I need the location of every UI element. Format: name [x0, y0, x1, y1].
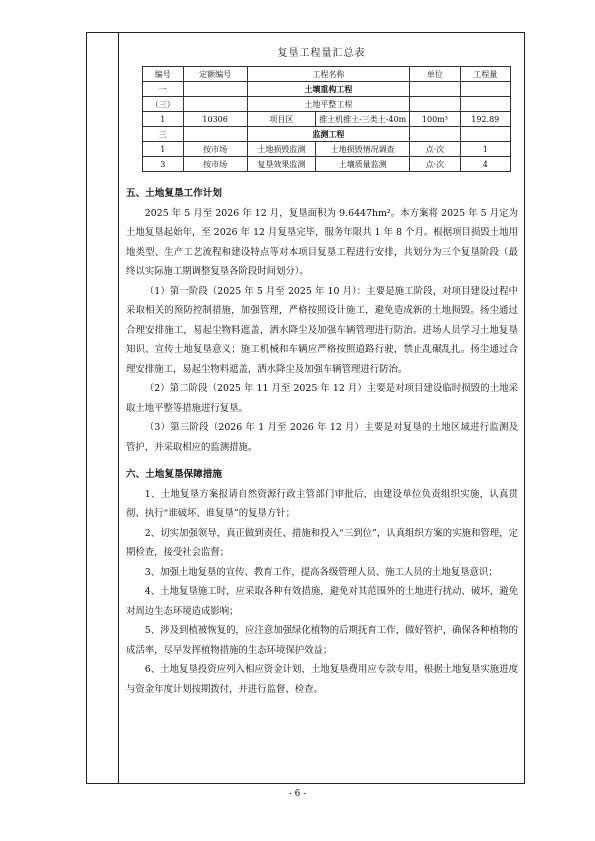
section-5-paragraph-4: （3）第三阶段（2026 年 1 月至 2026 年 12 月）主要是对复垦的土地区域进行监测及管护，并采取相应的监测措施。 — [126, 422, 518, 453]
cell-no: 1 — [143, 112, 184, 127]
header-qty: 工程量 — [460, 67, 510, 82]
cell-qty: 192.89 — [460, 112, 510, 127]
cell-unit — [410, 97, 460, 112]
table-row — [143, 82, 511, 97]
section-6-item: 4、土地复垦施工时，应采取各种有效措施，避免对其范围外的土地进行扰动、破坏，避免对周边生态环境造成影响； — [126, 586, 518, 617]
section-6-item: 5、涉及到植被恢复的，应注意加强绿化植物的后期抚育工作，做好管护，确保各种植物的成活率，尽早发挥植物措施的生态环境保护效益； — [126, 625, 518, 656]
cell-no: 1 — [143, 142, 184, 157]
header-no: 编号 — [143, 67, 184, 82]
cell-code — [183, 82, 247, 97]
cell-qty — [460, 97, 510, 112]
cell-qty — [460, 127, 510, 142]
cell-qty: 4 — [460, 157, 510, 172]
document-body — [126, 184, 518, 699]
section-5-paragraph-1: 2025 年 5 月至 2026 年 12 月，复垦面积为 9.6447hm²。本方案将 2025 年 5 月定为土地复垦起始年，至 2026 年 12 月复垦完毕，服务年限共 1 年 8 个月。根据项目损毁土地用地类型、生产工艺流程和建设特点等对本项目复垦工程进行安排，共划分为三个复垦阶段（最终以实际施工期调整复垦各阶段时间划分）。 — [126, 207, 518, 277]
cell-qty: 1 — [460, 142, 510, 157]
header-unit: 单位 — [410, 67, 460, 82]
cell-unit — [410, 82, 460, 97]
cell-no: 一 — [143, 82, 184, 97]
cell-name: 复垦效果监测 — [247, 157, 315, 172]
cell-unit — [410, 127, 460, 142]
table-header-row — [143, 67, 511, 82]
cell-subname: 推土机推土-三类土-40m — [316, 112, 410, 127]
section-5-paragraph-3: （2）第二阶段（2025 年 11 月至 2025 年 12 月）主要是对项目建设临时损毁的土地采取土地平整等措施进行复垦。 — [126, 383, 518, 414]
cell-qty — [460, 82, 510, 97]
table-row — [143, 157, 511, 172]
table-row — [143, 112, 511, 127]
cell-subname: 土壤质量监测 — [316, 157, 410, 172]
page-number: - 6 - — [288, 789, 307, 799]
cell-unit: 点·次 — [410, 157, 460, 172]
cell-name: 项目区 — [247, 112, 315, 127]
cell-code: 按市场 — [183, 142, 247, 157]
section-6-item: 1、土地复垦方案报请自然资源行政主管部门审批后，由建设单位负责组织实施，认真贯彻、执行“谁破坏、谁复垦”的复垦方针； — [126, 488, 518, 519]
section-5-paragraph-2: （1）第一阶段（2025 年 5 月至 2025 年 10 月）：主要是施工阶段，对项目建设过程中采取相关的预防控制措施，加强管理，严格按照设计施工，避免造成新的土地损毁。扬尘通过合理安排施工，易起尘物料遮盖，洒水降尘及加强车辆管理进行防治。进场人员学习土地复垦知识、宣传土地复垦意义；施工机械和车辆应严格按照道路行驶，禁止乱碾乱扎。扬尘通过合理安排施工，易起尘物料遮盖，洒水降尘及加强车辆管理进行防治。 — [126, 285, 518, 375]
cell-no: （三） — [143, 97, 184, 112]
quantity-summary-table — [142, 66, 511, 172]
table-title: 复垦工程量汇总表 — [277, 48, 366, 59]
cell-code: 按市场 — [183, 157, 247, 172]
cell-no: 三 — [143, 127, 184, 142]
section-6-item: 6、土地复垦投资应列入相应资金计划，土地复垦费用应专款专用，根据土地复垦实施进度与资金年度计划按期拨付，并进行监督、检查。 — [126, 664, 518, 695]
table-row — [143, 97, 511, 112]
header-code: 定额编号 — [183, 67, 247, 82]
section-5-heading: 五、土地复垦工作计划 — [126, 188, 222, 199]
cell-name: 土地平整工程 — [247, 97, 410, 112]
cell-unit: 100m³ — [410, 112, 460, 127]
cell-subname: 土地损毁情况调查 — [316, 142, 410, 157]
cell-name: 监测工程 — [247, 127, 410, 142]
table-row — [143, 127, 511, 142]
cell-code — [183, 127, 247, 142]
cell-code: 10306 — [183, 112, 247, 127]
section-6-item: 2、切实加强领导，真正做到责任、措施和投入“三到位”，认真组织方案的实施和管理，定期检查，接受社会监督； — [126, 527, 518, 558]
cell-name: 土地损毁监测 — [247, 142, 315, 157]
section-6-item: 3、加强土地复垦的宣传、教育工作，提高各级管理人员、施工人员的土地复垦意识； — [144, 566, 498, 578]
table-row — [143, 142, 511, 157]
header-name: 工程名称 — [247, 67, 410, 82]
cell-name: 土壤重构工程 — [247, 82, 410, 97]
cell-unit: 点·次 — [410, 142, 460, 157]
cell-code — [183, 97, 247, 112]
section-6-heading: 六、土地复垦保障措施 — [126, 469, 222, 480]
cell-no: 3 — [143, 157, 184, 172]
